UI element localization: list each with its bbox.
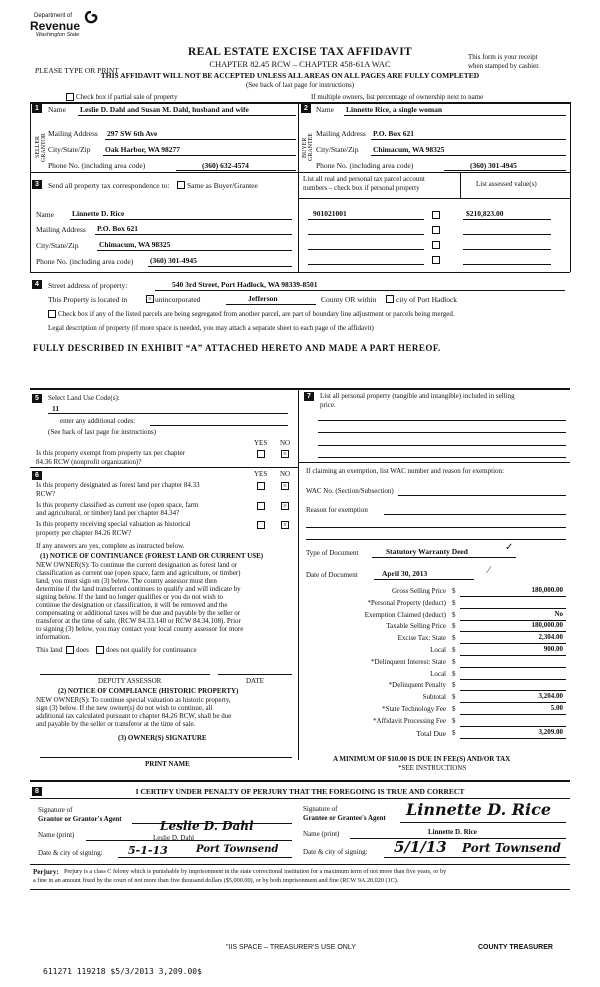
tax-row-value[interactable]: 2,304.00 bbox=[538, 633, 563, 641]
city-of-label: city of Port Hadlock bbox=[396, 295, 458, 304]
grantor-date[interactable]: 5-1-13 bbox=[128, 844, 168, 857]
doc-date-label: Date of Document bbox=[306, 571, 358, 579]
deputy-assessor-label: DEPUTY ASSESSOR bbox=[98, 677, 162, 685]
buyer-address-label: Mailing Address bbox=[316, 129, 366, 138]
corr-address[interactable]: P.O. Box 621 bbox=[97, 224, 138, 233]
notice1-line: NEW OWNER(S): To continue the current designation as forest land or bbox=[36, 561, 238, 569]
buyer-side-label: BUYER GRANTEE bbox=[302, 133, 314, 162]
logo-line3: Washington State bbox=[36, 32, 80, 38]
grantee-city[interactable]: Port Townsend bbox=[462, 841, 561, 855]
form-chapter: CHAPTER 82.45 RCW – CHAPTER 458-61A WAC bbox=[209, 59, 391, 69]
buyer-city-label: City/State/Zip bbox=[316, 145, 359, 154]
grantor-city[interactable]: Port Townsend bbox=[196, 844, 279, 855]
corr-name-label: Name bbox=[36, 210, 54, 219]
parcels-header-left-2: numbers – check box if personal property bbox=[303, 184, 420, 192]
notice1-line: signing below. If the land no longer qualifies or you do not wish to bbox=[36, 593, 223, 601]
dollar-sign: $ bbox=[452, 658, 456, 666]
grantee-signature[interactable]: Linnette D. Rice bbox=[406, 800, 552, 819]
section-8-badge: 8 bbox=[32, 787, 42, 796]
partial-sale-label: Check box if partial sale of property bbox=[76, 93, 178, 101]
notice1-line: determine if the land transferred continues to qualify and will indicate by bbox=[36, 585, 241, 593]
exempt-yes-checkbox[interactable] bbox=[257, 450, 265, 458]
buyer-city[interactable]: Chimacum, WA 98325 bbox=[373, 145, 445, 154]
grantor-printed-name: Leslie D. Dahl bbox=[153, 834, 195, 842]
parcel-account-1[interactable]: 901021001 bbox=[313, 209, 347, 218]
checkmark-icon: ⁄ bbox=[488, 565, 490, 576]
additional-codes-label: enter any additional codes: bbox=[60, 417, 136, 425]
assessed-value-1[interactable]: $210,823.00 bbox=[466, 209, 504, 218]
notice1-line: continue the designation or classification, it will be removed and the bbox=[36, 601, 228, 609]
doc-type[interactable]: Statutory Warranty Deed bbox=[386, 547, 468, 556]
grantor-date-label: Date & city of signing: bbox=[38, 849, 103, 857]
does-qualify-checkbox[interactable] bbox=[66, 646, 74, 654]
segregated-checkbox[interactable] bbox=[48, 310, 56, 318]
city-checkbox[interactable] bbox=[386, 295, 394, 303]
current-use-no-checkbox[interactable]: × bbox=[281, 502, 289, 510]
tax-row-label: Local bbox=[430, 670, 446, 678]
notice2-line: additional tax calculated pursuant to chapter 84.26 RCW, shall be due bbox=[36, 712, 232, 720]
form-warning: THIS AFFIDAVIT WILL NOT BE ACCEPTED UNLESS ALL AREAS ON ALL PAGES ARE FULLY COMPLETED bbox=[100, 71, 480, 80]
personal-property-checkbox-3[interactable] bbox=[432, 241, 440, 249]
tax-row-label: *Delinquent Penalty bbox=[388, 681, 446, 689]
tax-row-label: Subtotal bbox=[422, 693, 446, 701]
dollar-sign: $ bbox=[452, 622, 456, 630]
seller-address[interactable]: 297 SW 6th Ave bbox=[107, 129, 158, 138]
tax-row-value[interactable]: 3,204.00 bbox=[538, 692, 563, 700]
tax-row-label: Taxable Selling Price bbox=[386, 622, 446, 630]
current-use-q-2: and agricultural, or timber) land per chapter 84.34? bbox=[36, 509, 180, 517]
tax-row-label: Exemption Claimed (deduct) bbox=[364, 611, 446, 619]
personal-prop-label-1: List all personal property (tangible and intangible) included in selling bbox=[320, 392, 515, 400]
grantee-date[interactable]: 5/1/13 bbox=[394, 838, 447, 856]
dollar-sign: $ bbox=[452, 611, 456, 619]
section-2-badge: 2 bbox=[301, 104, 311, 113]
seller-city-label: City/State/Zip bbox=[48, 145, 91, 154]
print-name-label: PRINT NAME bbox=[145, 760, 190, 768]
land-use-code[interactable]: 11 bbox=[52, 404, 60, 413]
section-4-badge: 4 bbox=[32, 280, 42, 289]
correspondence-label: Send all property tax correspondence to: bbox=[48, 181, 170, 190]
dollar-sign: $ bbox=[452, 693, 456, 701]
county-name[interactable]: Jefferson bbox=[248, 294, 278, 303]
grantee-printed-name: Linnette D. Rice bbox=[428, 828, 477, 836]
this-land-label: This land bbox=[36, 646, 63, 654]
personal-property-checkbox-1[interactable] bbox=[432, 211, 440, 219]
notice2-line: NEW OWNER(S): To continue special valuation as historic property, bbox=[36, 696, 231, 704]
corr-phone[interactable]: (360) 301-4945 bbox=[150, 256, 197, 265]
notice2-title: (2) NOTICE OF COMPLIANCE (HISTORIC PROPERTY) bbox=[58, 687, 239, 695]
receipt-stamp: 611271 119218 $5/3/2013 3,209.00$ bbox=[43, 967, 202, 976]
corr-phone-label: Phone No. (including area code) bbox=[36, 257, 134, 266]
street-label: Street address of property: bbox=[48, 281, 128, 290]
seller-city[interactable]: Oak Harbor, WA 98277 bbox=[105, 145, 181, 154]
assessor-date-label: DATE bbox=[246, 677, 264, 685]
exempt-question-1: Is this property exempt from property tax per chapter bbox=[36, 449, 185, 457]
please-type: PLEASE TYPE OR PRINT bbox=[35, 66, 119, 75]
corr-address-label: Mailing Address bbox=[36, 225, 86, 234]
notice1-line: transferor at the time of sale. (RCW 84.33.140 or RCW 84.34.108). Prior bbox=[36, 617, 241, 625]
dollar-sign: $ bbox=[452, 646, 456, 654]
forest-yes-checkbox[interactable] bbox=[257, 482, 265, 490]
buyer-phone[interactable]: (360) 301-4945 bbox=[470, 161, 517, 170]
forest-q-1: Is this property designated as forest land per chapter 84.33 bbox=[36, 481, 200, 489]
notice2-line: sign (3) below. If the new owner(s) do not wish to continue, all bbox=[36, 704, 213, 712]
land-use-label: Select Land Use Code(s): bbox=[48, 394, 120, 402]
does-not-label: does not qualify for continuance bbox=[106, 646, 197, 654]
historic-q-1: Is this property receiving special valuation as historical bbox=[36, 520, 191, 528]
notice1-line: classification as current use (open space, farm and agriculture, or timber) bbox=[36, 569, 241, 577]
grantor-sig-label-2: Grantor or Grantor's Agent bbox=[38, 815, 122, 823]
doc-date[interactable]: April 30, 2013 bbox=[382, 569, 428, 578]
logo-line1: Department of bbox=[34, 13, 73, 19]
notice1-line: to signing (3) below, you may contact your local county assessor for more bbox=[36, 625, 244, 633]
minimum-fee-note: A MINIMUM OF $10.00 IS DUE IN FEE(S) AND/OR TAX bbox=[333, 755, 511, 763]
seller-phone-label: Phone No. (including area code) bbox=[48, 161, 146, 170]
s6-yes: YES bbox=[254, 470, 268, 478]
unincorporated-label: unincorporated bbox=[155, 295, 201, 304]
dollar-sign: $ bbox=[452, 599, 456, 607]
dollar-sign: $ bbox=[452, 717, 456, 725]
section-3-badge: 3 bbox=[32, 180, 42, 189]
receipt-note-2: when stamped by cashier. bbox=[468, 62, 540, 70]
parcels-header-right: List assessed value(s) bbox=[476, 180, 537, 188]
property-street[interactable]: 540 3rd Street, Port Hadlock, WA 98339-8501 bbox=[172, 280, 318, 289]
buyer-name-label: Name bbox=[316, 105, 334, 114]
seller-address-label: Mailing Address bbox=[48, 129, 98, 138]
dollar-sign: $ bbox=[452, 681, 456, 689]
personal-property-checkbox-2[interactable] bbox=[432, 226, 440, 234]
tax-row-label: Excise Tax: State bbox=[397, 634, 446, 642]
dor-logo bbox=[30, 11, 100, 45]
dor-swirl-icon bbox=[84, 11, 98, 27]
located-in-label: This Property is located in bbox=[48, 295, 128, 304]
notice1-line: compensating or additional taxes will be due and payable by the seller or bbox=[36, 609, 241, 617]
segregated-label: Check box if any of the listed parcels are being segregated from another parcel, are part of boundary line adjustment or parcels being merged. bbox=[58, 310, 455, 318]
notice1-line: information. bbox=[36, 633, 71, 641]
dollar-sign: $ bbox=[452, 634, 456, 642]
tax-row-label: Local bbox=[430, 646, 446, 654]
logo-line2: Revenue bbox=[30, 19, 81, 33]
personal-prop-label-2: price. bbox=[320, 401, 336, 409]
forest-q-2: RCW? bbox=[36, 490, 56, 498]
personal-property-checkbox-4[interactable] bbox=[432, 256, 440, 264]
grantee-name-label: Name (print) bbox=[303, 830, 340, 838]
seller-name[interactable]: Leslie D. Dahl and Susan M. Dahl, husband and wife bbox=[80, 105, 249, 114]
section-1-badge: 1 bbox=[32, 104, 42, 113]
section-5-badge: 5 bbox=[32, 394, 42, 403]
does-label: does bbox=[76, 646, 89, 654]
unincorporated-checkbox[interactable]: × bbox=[146, 295, 154, 303]
tax-row-value[interactable]: 3,209.00 bbox=[538, 728, 563, 736]
seller-name-label: Name bbox=[48, 105, 66, 114]
s6-no: NO bbox=[280, 470, 291, 478]
tax-row-label: *Personal Property (deduct) bbox=[367, 599, 446, 607]
legal-description[interactable]: FULLY DESCRIBED IN EXHIBIT “A” ATTACHED HERETO AND MADE A PART HEREOF. bbox=[33, 343, 441, 353]
partial-sale-checkbox[interactable] bbox=[66, 93, 74, 101]
exemption-question: If claiming an exemption, list WAC number and reason for exemption: bbox=[306, 467, 504, 475]
checkmark-icon: ✓ bbox=[505, 542, 514, 553]
tax-row-value[interactable]: No bbox=[554, 610, 563, 618]
form-title: REAL ESTATE EXCISE TAX AFFIDAVIT bbox=[188, 46, 412, 58]
tax-row-label: Total Due bbox=[416, 729, 446, 738]
owner-signature-label: (3) OWNER(S) SIGNATURE bbox=[118, 734, 207, 742]
tax-row-value[interactable]: 900.00 bbox=[543, 645, 563, 653]
see-instructions: *SEE INSTRUCTIONS bbox=[398, 764, 467, 772]
exempt-question-2: 84.36 RCW (nonprofit organization)? bbox=[36, 458, 142, 466]
forest-no-checkbox[interactable]: × bbox=[281, 482, 289, 490]
corr-city-label: City/State/Zip bbox=[36, 241, 79, 250]
grantee-sig-label-1: Signature of bbox=[303, 805, 338, 813]
perjury-text-2: a fine in an amount fixed by the court of not more than five thousand dollars ($5,000.00), or by both imprisonment and fine (RCW 9A.20.020 (1C). bbox=[33, 877, 399, 884]
parcels-header-left: List all real and personal tax parcel account bbox=[303, 175, 425, 183]
perjury-label: Perjury: bbox=[33, 868, 59, 876]
dollar-sign: $ bbox=[452, 705, 456, 713]
tax-row-value[interactable]: 180,000.00 bbox=[531, 586, 563, 594]
current-use-yes-checkbox[interactable] bbox=[257, 502, 265, 510]
tax-row-label: *State Technology Fee bbox=[382, 705, 446, 713]
notice2-line: and payable by the seller or transferor at the time of sale. bbox=[36, 720, 196, 728]
corr-city[interactable]: Chimacum, WA 98325 bbox=[99, 240, 171, 249]
grantee-sig-label-2: Grantee or Grantee's Agent bbox=[303, 814, 386, 822]
grantee-date-label: Date & city of signing: bbox=[303, 848, 368, 856]
current-use-q-1: Is this property classified as current use (open space, farm bbox=[36, 501, 199, 509]
tax-row-value[interactable]: 5.00 bbox=[550, 704, 563, 712]
dollar-sign: $ bbox=[452, 670, 456, 678]
legal-desc-label: Legal description of property (if more space is needed, you may attach a separate sheet to each page of the affidavit) bbox=[48, 324, 374, 332]
buyer-address[interactable]: P.O. Box 621 bbox=[373, 129, 414, 138]
tax-row-label: Gross Selling Price bbox=[391, 587, 446, 595]
wac-label: WAC No. (Section/Subsection) bbox=[306, 487, 394, 495]
does-not-qualify-checkbox[interactable] bbox=[96, 646, 104, 654]
grantor-name-label: Name (print) bbox=[38, 831, 75, 839]
s5-no: NO bbox=[280, 439, 291, 447]
buyer-phone-label: Phone No. (including area code) bbox=[316, 161, 414, 170]
seller-phone[interactable]: (360) 632-4574 bbox=[202, 161, 249, 170]
buyer-name[interactable]: Linnette Rice, a single woman bbox=[346, 105, 443, 114]
section-7-badge: 7 bbox=[304, 392, 314, 401]
county-treasurer-label: COUNTY TREASURER bbox=[478, 944, 553, 951]
multiple-owners-label: If multiple owners, list percentage of ownership next to name bbox=[311, 93, 484, 101]
receipt-note-1: This form is your receipt bbox=[468, 53, 538, 61]
tax-row-value[interactable]: 180,000.00 bbox=[531, 621, 563, 629]
tax-row-label: *Affidavit Processing Fee bbox=[373, 717, 446, 725]
county-or-label: County OR within bbox=[321, 295, 377, 304]
grantor-sig-label-1: Signature of bbox=[38, 806, 73, 814]
historic-yes-checkbox[interactable] bbox=[257, 521, 265, 529]
grantor-signature[interactable]: Leslie D. Dahl bbox=[160, 819, 254, 833]
land-use-see-back: (See back of last page for instructions) bbox=[48, 428, 157, 436]
doc-type-label: Type of Document bbox=[306, 549, 359, 557]
dollar-sign: $ bbox=[452, 729, 456, 737]
historic-no-checkbox[interactable]: × bbox=[281, 521, 289, 529]
historic-q-2: property per chapter 84.26 RCW? bbox=[36, 529, 132, 537]
dollar-sign: $ bbox=[452, 587, 456, 595]
tax-row-label: *Delinquent Interest: State bbox=[370, 658, 446, 666]
notice1-line: land, you must sign on (3) below. The county assessor must then bbox=[36, 577, 217, 585]
certify-title: I CERTIFY UNDER PENALTY OF PERJURY THAT THE FOREGOING IS TRUE AND CORRECT bbox=[135, 787, 465, 796]
notice1-title: (1) NOTICE OF CONTINUANCE (FOREST LAND OR CURRENT USE) bbox=[40, 552, 264, 560]
see-back-note: (See back of last page for instructions) bbox=[245, 81, 355, 89]
perjury-text-1: Perjury is a class C felony which is punishable by imprisonment in the state correctional institution for a maximum term of not more than five years, or by bbox=[64, 868, 447, 875]
if-yes-note: If any answers are yes, complete as instructed below. bbox=[36, 542, 185, 550]
corr-name[interactable]: Linnette D. Rice bbox=[72, 209, 125, 218]
exempt-no-checkbox[interactable]: × bbox=[281, 450, 289, 458]
section-6-badge: 6 bbox=[32, 471, 42, 480]
treasurer-use-label: "IIS SPACE – TREASURER'S USE ONLY bbox=[226, 944, 356, 951]
reason-label: Reason for exemption bbox=[306, 506, 368, 514]
seller-side-label: SELLER GRANTOR bbox=[35, 133, 47, 162]
s5-yes: YES bbox=[254, 439, 268, 447]
same-as-buyer-label: Same as Buyer/Grantee bbox=[187, 181, 258, 190]
same-as-buyer-checkbox[interactable] bbox=[177, 181, 185, 189]
